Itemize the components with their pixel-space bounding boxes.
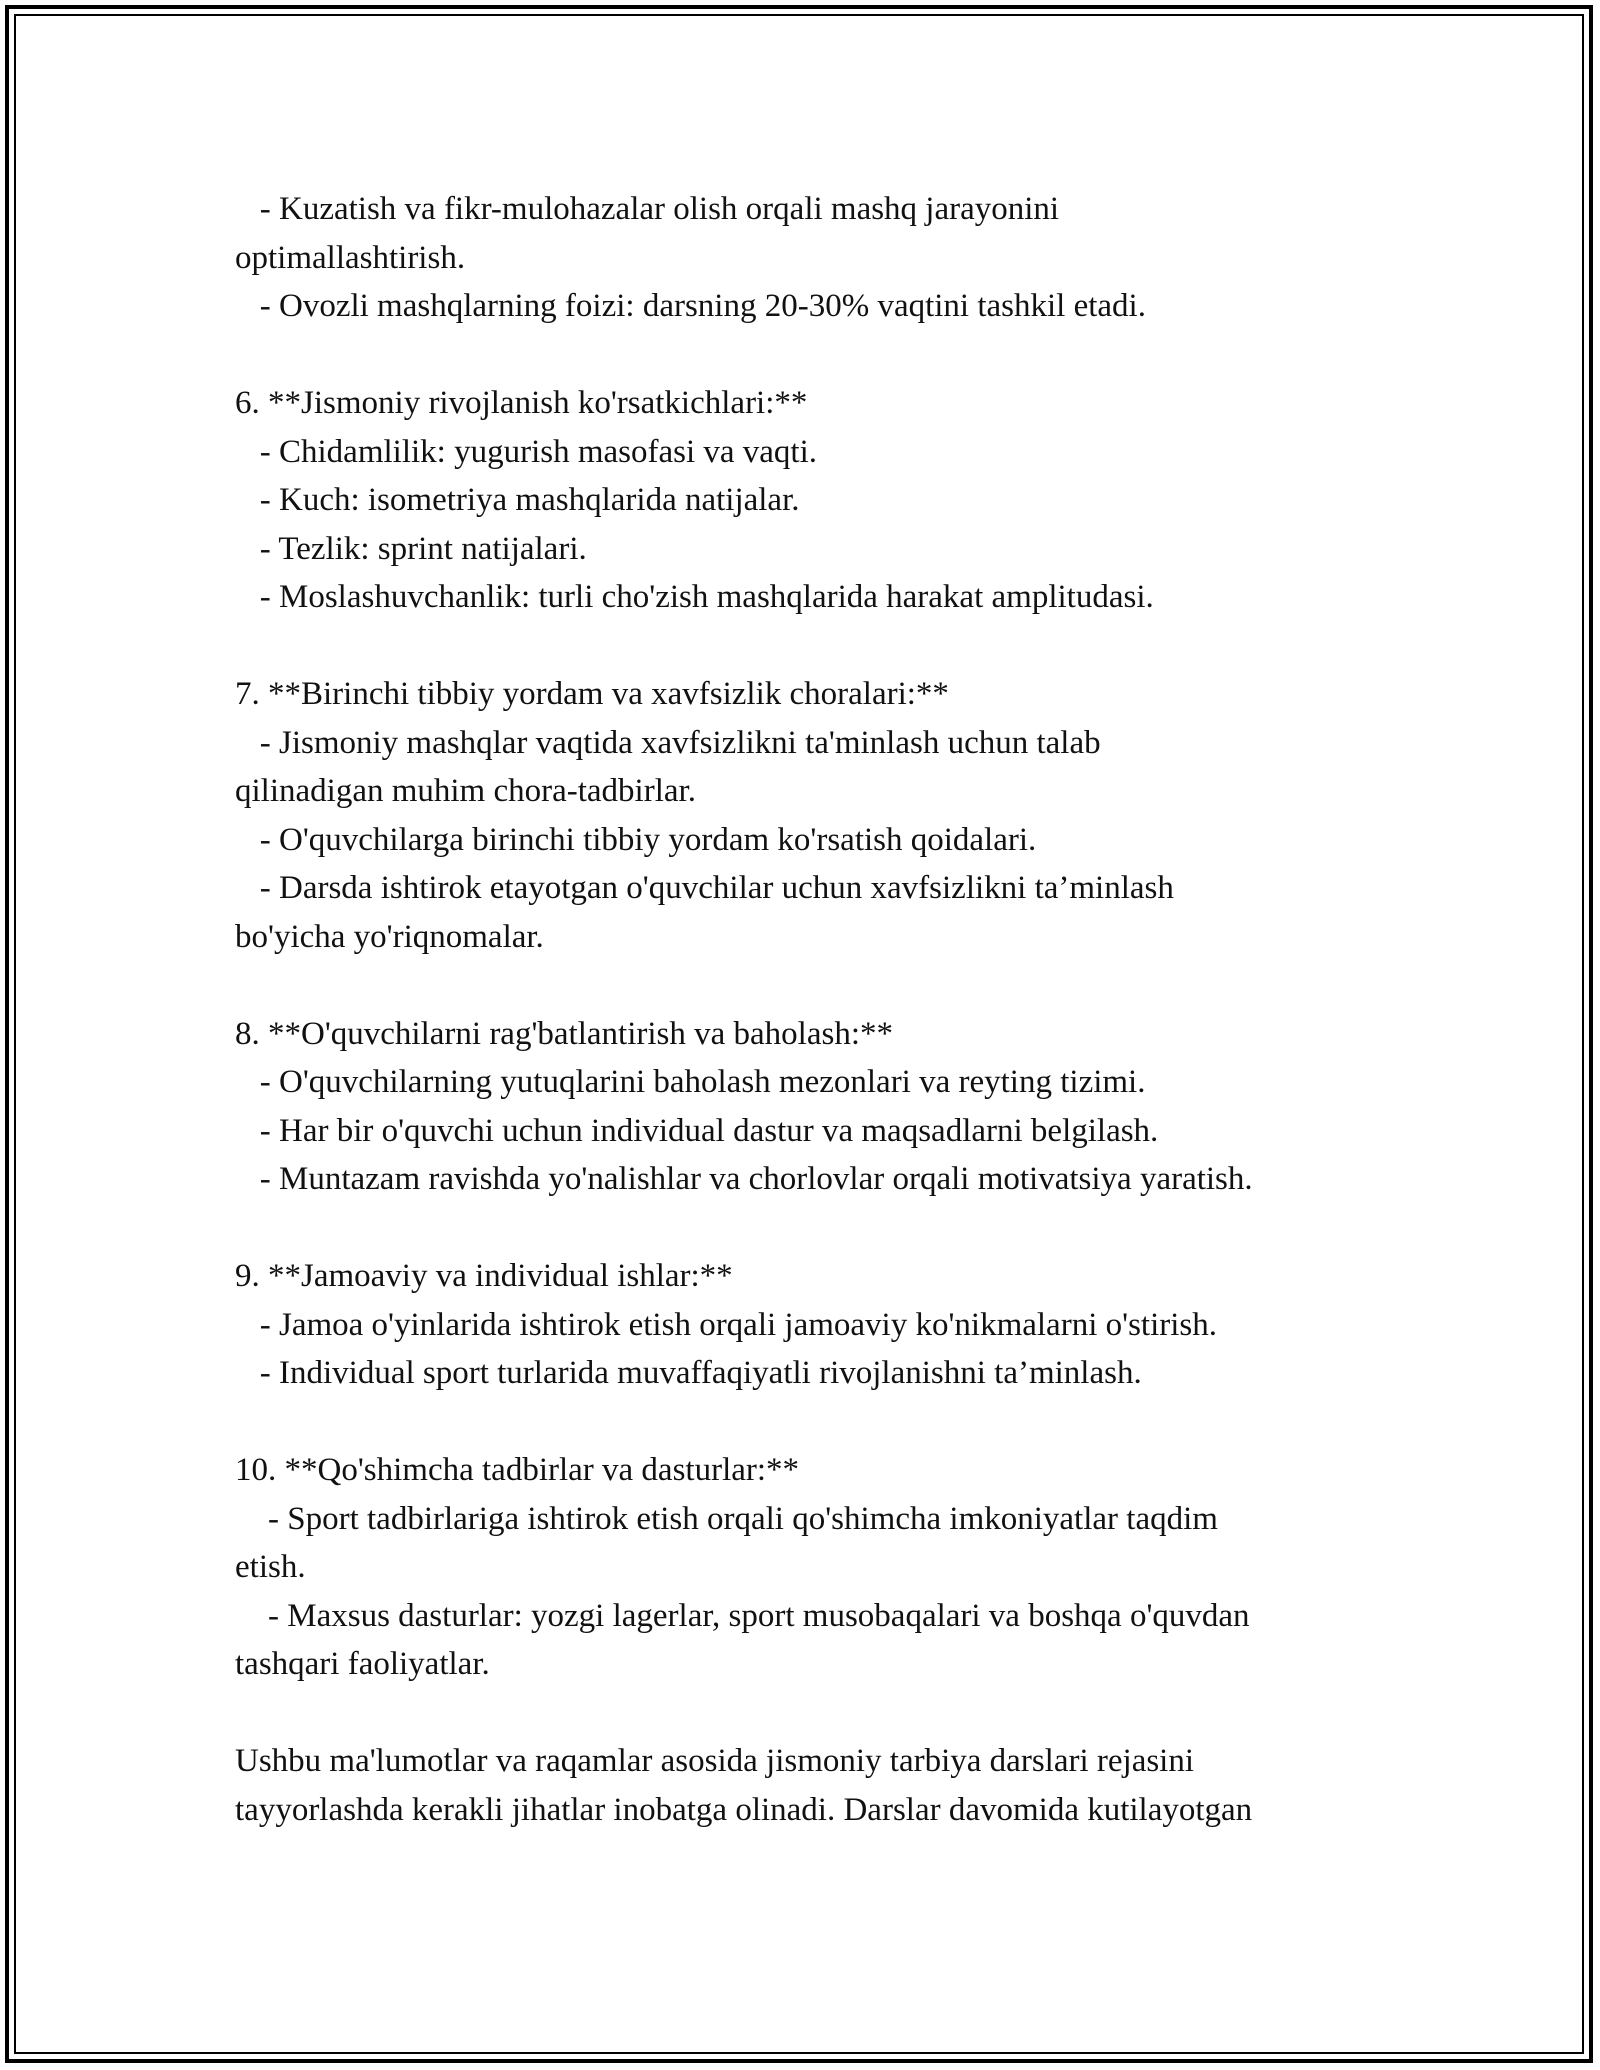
text-line: - Chidamlilik: yugurish masofasi va vaqti. xyxy=(235,433,818,470)
text-line: - Muntazam ravishda yo'nalishlar va chorlovlar orqali motivatsiya yaratish. xyxy=(235,1161,1253,1197)
text-line: Ushbu ma'lumotlar va raqamlar asosida jismoniy tarbiya darslari rejasini xyxy=(235,1743,1195,1779)
text-line: - O'quvchilarga birinchi tibbiy yordam ko'rsatish qoidalari. xyxy=(235,821,1037,858)
text-line: - Jamoa o'yinlarida ishtirok etish orqali jamoaviy ko'nikmalarni o'stirish. xyxy=(235,1306,1217,1343)
text-line: 8. **O'quvchilarni rag'batlantirish va baholash:** xyxy=(235,1015,893,1052)
document-body xyxy=(235,185,1385,1834)
text-line: qilinadigan muhim chora-tadbirlar. xyxy=(235,773,696,809)
text-line: - Kuch: isometriya mashqlarida natijalar. xyxy=(235,482,800,518)
text-line: 9. **Jamoaviy va individual ishlar:** xyxy=(235,1258,733,1294)
blank-line xyxy=(235,1398,1385,1447)
text-line: - O'quvchilarning yutuqlarini baholash mezonlari va reyting tizimi. xyxy=(235,1064,1146,1100)
text-line: - Har bir o'quvchi uchun individual dastur va maqsadlarni belgilash. xyxy=(235,1112,1159,1149)
text-line: - Maxsus dasturlar: yozgi lagerlar, sport musobaqalari va boshqa o'quvdan xyxy=(235,1597,1250,1634)
text-line: 10. **Qo'shimcha tadbirlar va dasturlar:** xyxy=(235,1452,800,1488)
text-line: optimallashtirish. xyxy=(235,239,466,276)
text-line: etish. xyxy=(235,1549,306,1585)
text-line: tashqari faoliyatlar. xyxy=(235,1646,490,1682)
text-line: bo'yicha yo'riqnomalar. xyxy=(235,918,544,955)
text-line: - Moslashuvchanlik: turli cho'zish mashqlarida harakat amplitudasi. xyxy=(235,579,1154,615)
text-line: - Sport tadbirlariga ishtirok etish orqali qo'shimcha imkoniyatlar taqdim xyxy=(235,1500,1218,1537)
text-line: - Jismoniy mashqlar vaqtida xavfsizlikni ta'minlash uchun talab xyxy=(235,724,1101,761)
text-line: - Ovozli mashqlarning foizi: darsning 20-30% vaqtini tashkil etadi. xyxy=(235,288,1146,324)
blank-line xyxy=(235,622,1385,671)
blank-line xyxy=(235,331,1385,380)
text-line: tayyorlashda kerakli jihatlar inobatga olinadi. Darslar davomida kutilayotgan xyxy=(235,1791,1253,1828)
text-line: - Individual sport turlarida muvaffaqiyatli rivojlanishni ta’minlash. xyxy=(235,1355,1142,1391)
text-line: 7. **Birinchi tibbiy yordam va xavfsizlik choralari:** xyxy=(235,676,949,712)
blank-line xyxy=(235,1204,1385,1253)
blank-line xyxy=(235,961,1385,1010)
text-line: - Darsda ishtirok etayotgan o'quvchilar uchun xavfsizlikni ta’minlash xyxy=(235,870,1174,906)
text-line: - Tezlik: sprint natijalari. xyxy=(235,530,587,567)
text-line: 6. **Jismoniy rivojlanish ko'rsatkichlari:** xyxy=(235,385,808,421)
blank-line xyxy=(235,1689,1385,1738)
text-line: - Kuzatish va fikr-mulohazalar olish orqali mashq jarayonini xyxy=(235,191,1060,227)
